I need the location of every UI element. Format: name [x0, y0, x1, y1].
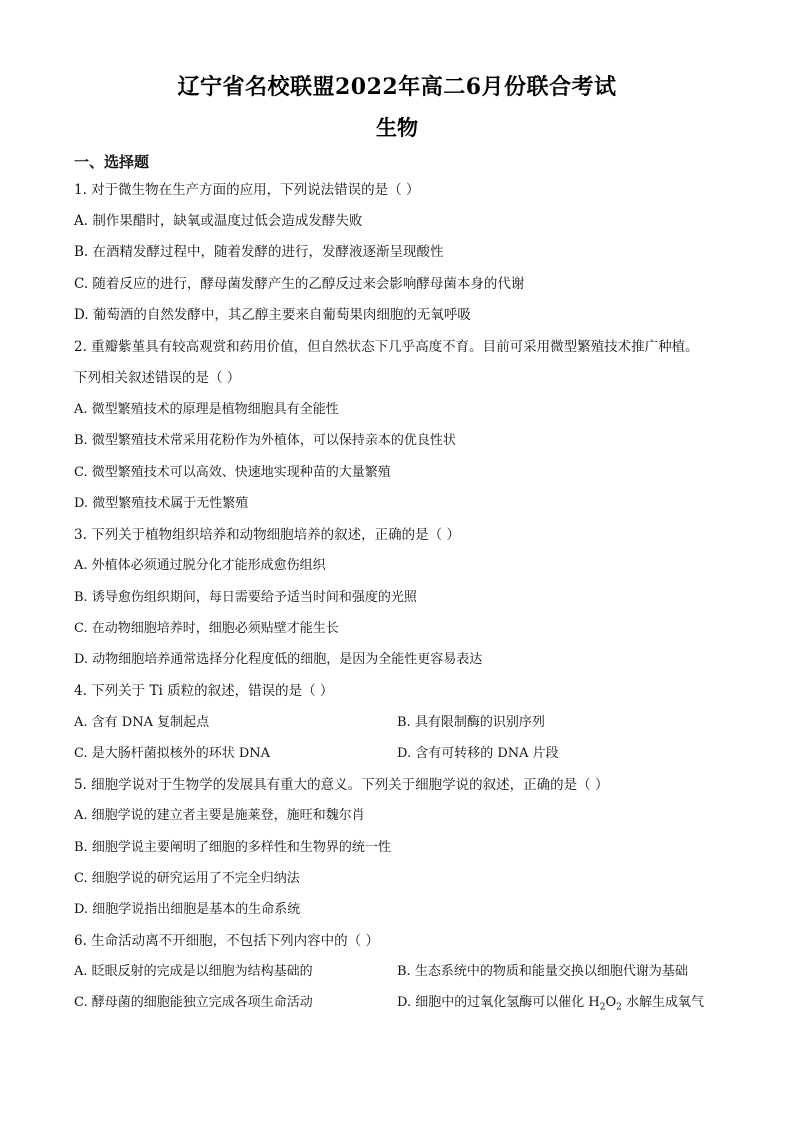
question-1-stem: 1. 对于微生物在生产方面的应用，下列说法错误的是（ ） — [74, 182, 420, 198]
question-6-option-d-tail: 水解生成氧气 — [621, 995, 704, 1010]
question-3-option-b: B. 诱导愈伤组织期间，每日需要给予适当时间和强度的光照 — [74, 590, 417, 605]
question-4-stem: 4. 下列关于 Ti 质粒的叙述，错误的是（ ） — [74, 683, 334, 699]
question-6-stem: 6. 生命活动离不开细胞，不包括下列内容中的（ ） — [74, 933, 379, 949]
question-1-option-c: C. 随着反应的进行，酵母菌发酵产生的乙醇反过来会影响酵母菌本身的代谢 — [74, 276, 525, 292]
question-6-option-d — [397, 994, 704, 1017]
question-1-option-d: D. 葡萄酒的自然发酵中，其乙醇主要来自葡萄果肉细胞的无氧呼吸 — [74, 307, 471, 323]
question-2-stem: 2. 重瓣紫堇具有较高观赏和药用价值，但自然状态下几乎高度不育。目前可采用微型繁殖技术推广种植。 — [74, 339, 699, 355]
question-5-option-d: D. 细胞学说指出细胞是基本的生命系统 — [74, 902, 301, 917]
question-2-option-d: D. 微型繁殖技术属于无性繁殖 — [74, 496, 249, 511]
question-4-option-b: B. 具有限制酶的识别序列 — [397, 715, 545, 730]
question-3-option-a: A. 外植体必须通过脱分化才能形成愈伤组织 — [74, 558, 326, 573]
question-3-stem: 3. 下列关于植物组织培养和动物细胞培养的叙述，正确的是（ ） — [74, 527, 460, 543]
question-6-option-d-o: O — [605, 995, 617, 1010]
question-4-option-c: C. 是大肠杆菌拟核外的环状 DNA — [74, 746, 271, 761]
subscript-2b: 2 — [616, 1002, 622, 1013]
question-4-option-a: A. 含有 DNA 复制起点 — [74, 715, 210, 730]
subscript-2: 2 — [599, 1002, 606, 1013]
question-5-stem: 5. 细胞学说对于生物学的发展具有重大的意义。下列关于细胞学说的叙述，正确的是（ ） — [74, 777, 609, 793]
question-6-option-d-text: D. 细胞中的过氧化氢酶可以催化 H — [397, 995, 600, 1010]
question-2-option-c: C. 微型繁殖技术可以高效、快速地实现种苗的大量繁殖 — [74, 465, 391, 480]
question-1-option-b: B. 在酒精发酵过程中，随着发酵的进行，发酵液逐渐呈现酸性 — [74, 244, 444, 260]
question-6-option-a: A. 眨眼反射的完成是以细胞为结构基础的 — [74, 964, 313, 979]
section-heading: 一、选择题 — [74, 153, 150, 171]
question-2-stem-cont: 下列相关叙述错误的是（ ） — [74, 370, 241, 386]
question-5-option-b: B. 细胞学说主要阐明了细胞的多样性和生物界的统一性 — [74, 840, 391, 855]
question-6-option-b: B. 生态系统中的物质和能量交换以细胞代谢为基础 — [397, 964, 688, 979]
question-5-option-c: C. 细胞学说的研究运用了不完全归纳法 — [74, 871, 300, 886]
question-1-option-a: A. 制作果醋时，缺氧或温度过低会造成发酵失败 — [74, 213, 363, 229]
question-3-option-d: D. 动物细胞培养通常选择分化程度低的细胞，是因为全能性更容易表达 — [74, 652, 483, 667]
question-3-option-c: C. 在动物细胞培养时，细胞必须贴壁才能生长 — [74, 621, 339, 636]
question-2-option-b: B. 微型繁殖技术常采用花粉作为外植体，可以保持亲本的优良性状 — [74, 433, 456, 448]
exam-subject: 生物 — [376, 115, 418, 140]
question-6-option-c: C. 酵母菌的细胞能独立完成各项生命活动 — [74, 995, 313, 1010]
exam-title: 辽宁省名校联盟2022年高二6月份联合考试 — [177, 74, 617, 100]
question-4-option-d: D. 含有可转移的 DNA 片段 — [397, 746, 559, 761]
question-2-option-a: A. 微型繁殖技术的原理是植物细胞具有全能性 — [74, 402, 339, 417]
question-5-option-a: A. 细胞学说的建立者主要是施莱登，施旺和魏尔肖 — [74, 808, 365, 823]
